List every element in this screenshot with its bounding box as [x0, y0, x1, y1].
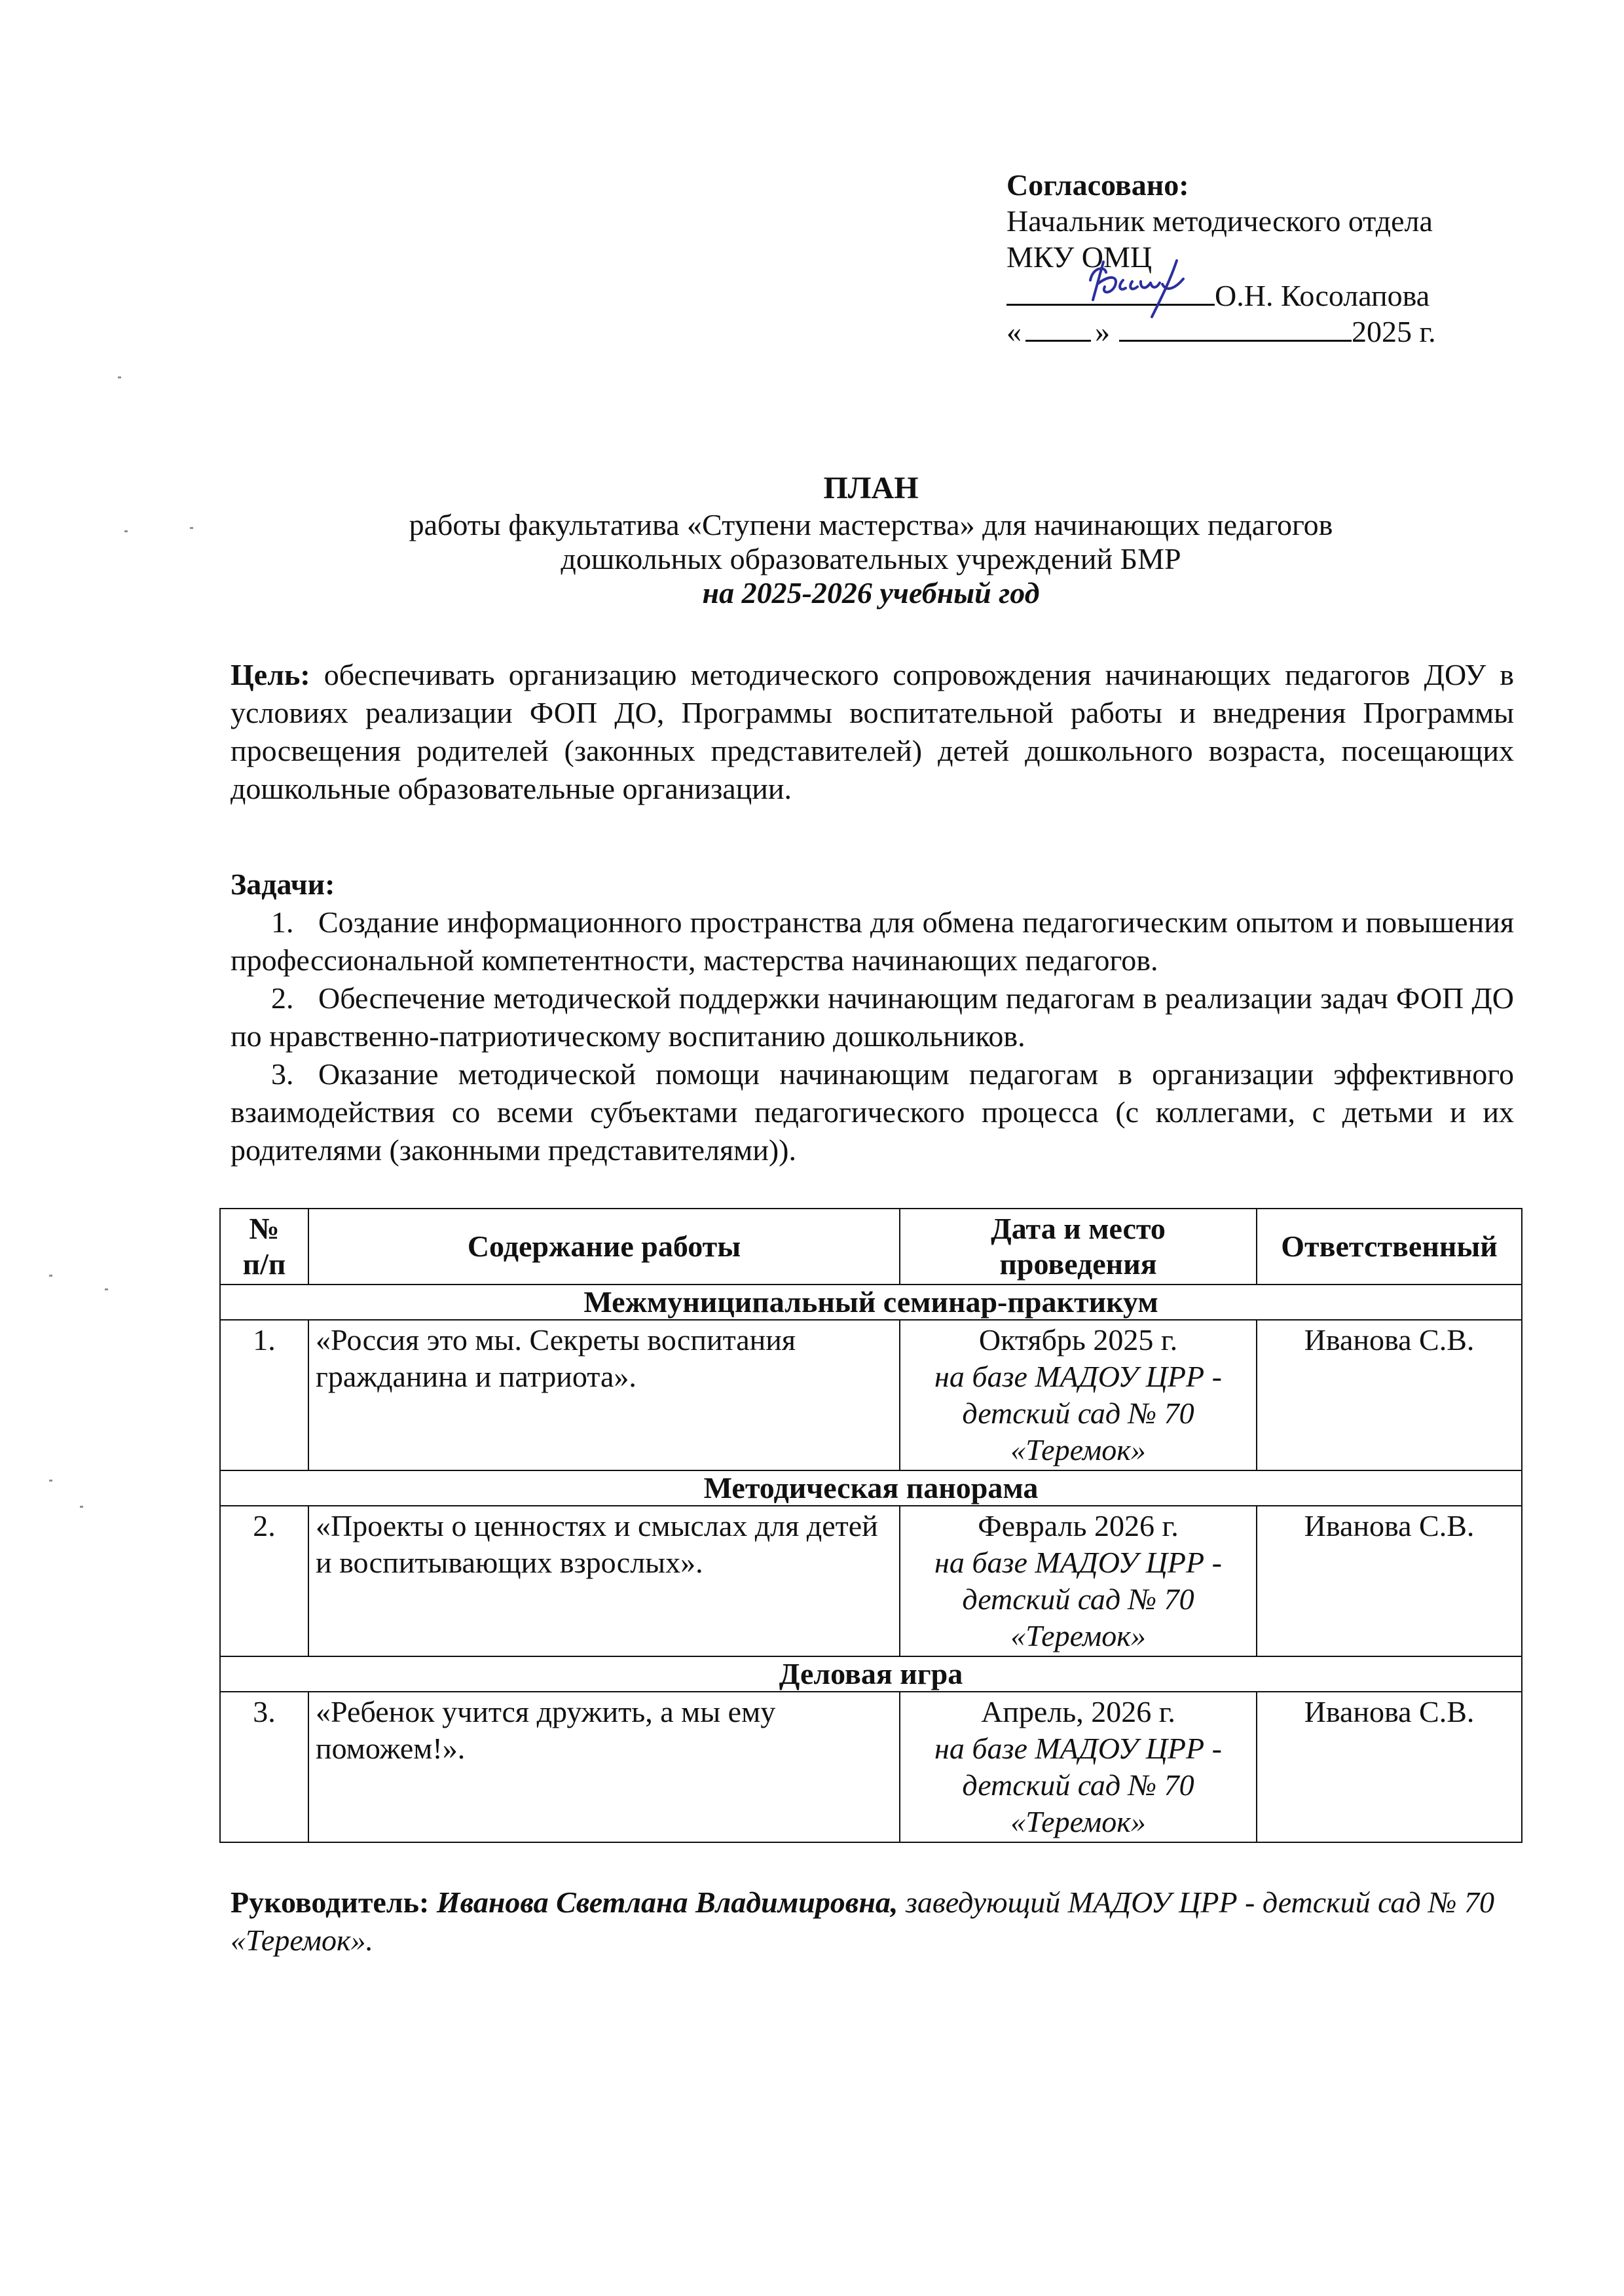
task-number: 1. — [271, 905, 294, 939]
approval-title: Согласовано: — [1006, 168, 1189, 202]
table-row — [220, 1692, 1522, 1842]
approval-year: 2025 г. — [1352, 315, 1436, 348]
task-number: 2. — [271, 981, 294, 1015]
task-text: Создание информационного пространства для обмена педагогическим опытом и повышения профессиональной компетентности, мастерства начинающих педагогов. — [231, 905, 1514, 977]
signatory-name: О.Н. Косолапова — [1215, 279, 1430, 312]
program-head — [231, 1884, 1514, 1959]
day-field — [1025, 314, 1091, 342]
scan-speck — [49, 1480, 52, 1482]
section-title: Методическая панорама — [220, 1470, 1522, 1506]
goal-label: Цель: — [231, 658, 310, 691]
table-section-row — [220, 1656, 1522, 1692]
scan-speck — [80, 1506, 83, 1508]
head-name: Иванова Светлана Владимировна, — [436, 1886, 898, 1919]
cell-date-place — [900, 1506, 1257, 1656]
task-item — [231, 979, 1514, 1055]
cell-content: «Проекты о ценностях и смыслах для детей и воспитывающих взрослых». — [308, 1506, 900, 1656]
column-header-content: Содержание работы — [308, 1209, 900, 1285]
cell-content: «Ребенок учится дружить, а мы ему поможем!». — [308, 1692, 900, 1842]
head-position: заведующий МАДОУ ЦРР - детский сад № 70 «Теремок». — [231, 1886, 1495, 1957]
table-header-row — [220, 1209, 1522, 1285]
column-header-number — [220, 1209, 308, 1285]
approver-position: Начальник методического отдела — [1006, 204, 1433, 238]
tasks-label: Задачи: — [231, 867, 335, 901]
approval-date-line — [1006, 314, 1517, 350]
event-date: Октябрь 2025 г. — [978, 1323, 1178, 1357]
header-text: Дата и место — [991, 1212, 1166, 1245]
header-text: проведения — [999, 1247, 1157, 1281]
column-header-date-place — [900, 1209, 1257, 1285]
task-text: Оказание методической помощи начинающим педагогам в организации эффективного взаимодействия со всеми субъектами педагогического процесса (с коллегами, с детьми и их родителями (законными представителями)). — [231, 1057, 1514, 1167]
cell-content: «Россия это мы. Секреты воспитания гражданина и патриота». — [308, 1320, 900, 1470]
open-quote: « — [1006, 315, 1022, 348]
event-place: на базе МАДОУ ЦРР - детский сад № 70 «Теремок» — [934, 1732, 1222, 1838]
table-row — [220, 1320, 1522, 1470]
cell-number: 2. — [220, 1506, 308, 1656]
section-title: Межмуниципальный семинар-практикум — [220, 1285, 1522, 1320]
cell-responsible: Иванова С.В. — [1257, 1506, 1522, 1656]
goal-text: обеспечивать организацию методического сопровождения начинающих педагогов ДОУ в условиях реализации ФОП ДО, Программы воспитательной работы и внедрения Программы просвещения родителей (законных представителей) детей дошкольного возраста, посещающих дошкольные образовательные организации. — [231, 658, 1515, 805]
cell-date-place — [900, 1320, 1257, 1470]
scan-speck — [49, 1275, 52, 1277]
column-header-responsible: Ответственный — [1257, 1209, 1522, 1285]
handwritten-signature-icon — [1079, 254, 1216, 319]
events-table — [219, 1208, 1522, 1843]
event-place: на базе МАДОУ ЦРР - детский сад № 70 «Теремок» — [934, 1546, 1222, 1652]
event-place: на базе МАДОУ ЦРР - детский сад № 70 «Теремок» — [934, 1360, 1222, 1467]
cell-responsible: Иванова С.В. — [1257, 1692, 1522, 1842]
plan-subtitle-line2: дошкольных образовательных учреждений БМР — [561, 542, 1181, 575]
cell-responsible: Иванова С.В. — [1257, 1320, 1522, 1470]
task-item — [231, 903, 1514, 979]
approval-block — [1006, 167, 1517, 350]
task-item — [231, 1055, 1514, 1169]
event-date: Февраль 2026 г. — [978, 1509, 1179, 1542]
head-label: Руководитель: — [231, 1886, 430, 1919]
scan-speck — [190, 527, 193, 529]
close-quote: » — [1095, 315, 1110, 348]
approver-organization: МКУ ОМЦ — [1006, 240, 1153, 274]
table-row — [220, 1506, 1522, 1656]
academic-year: на 2025-2026 учебный год — [702, 576, 1040, 610]
scan-speck — [105, 1288, 108, 1290]
plan-subtitle-line1: работы факультатива «Ступени мастерства» для начинающих педагогов — [409, 508, 1333, 541]
tasks-section — [231, 866, 1514, 1169]
goal-paragraph — [231, 656, 1514, 808]
scan-speck — [124, 530, 128, 532]
section-title: Деловая игра — [220, 1656, 1522, 1692]
table-section-row — [220, 1470, 1522, 1506]
cell-number: 3. — [220, 1692, 308, 1842]
month-field — [1119, 314, 1352, 342]
signature-line — [1006, 275, 1517, 314]
cell-number: 1. — [220, 1320, 308, 1470]
plan-title-block — [223, 471, 1519, 610]
scan-speck — [118, 376, 121, 378]
table-section-row — [220, 1285, 1522, 1320]
signature-field — [1006, 275, 1215, 306]
header-text: п/п — [242, 1247, 286, 1281]
event-date: Апрель, 2026 г. — [981, 1695, 1175, 1728]
header-text: № — [249, 1212, 280, 1245]
cell-date-place — [900, 1692, 1257, 1842]
task-text: Обеспечение методической поддержки начинающим педагогам в реализации задач ФОП ДО по нравственно-патриотическому воспитанию дошкольников. — [231, 981, 1514, 1053]
page-title: ПЛАН — [823, 471, 919, 505]
task-number: 3. — [271, 1057, 294, 1091]
